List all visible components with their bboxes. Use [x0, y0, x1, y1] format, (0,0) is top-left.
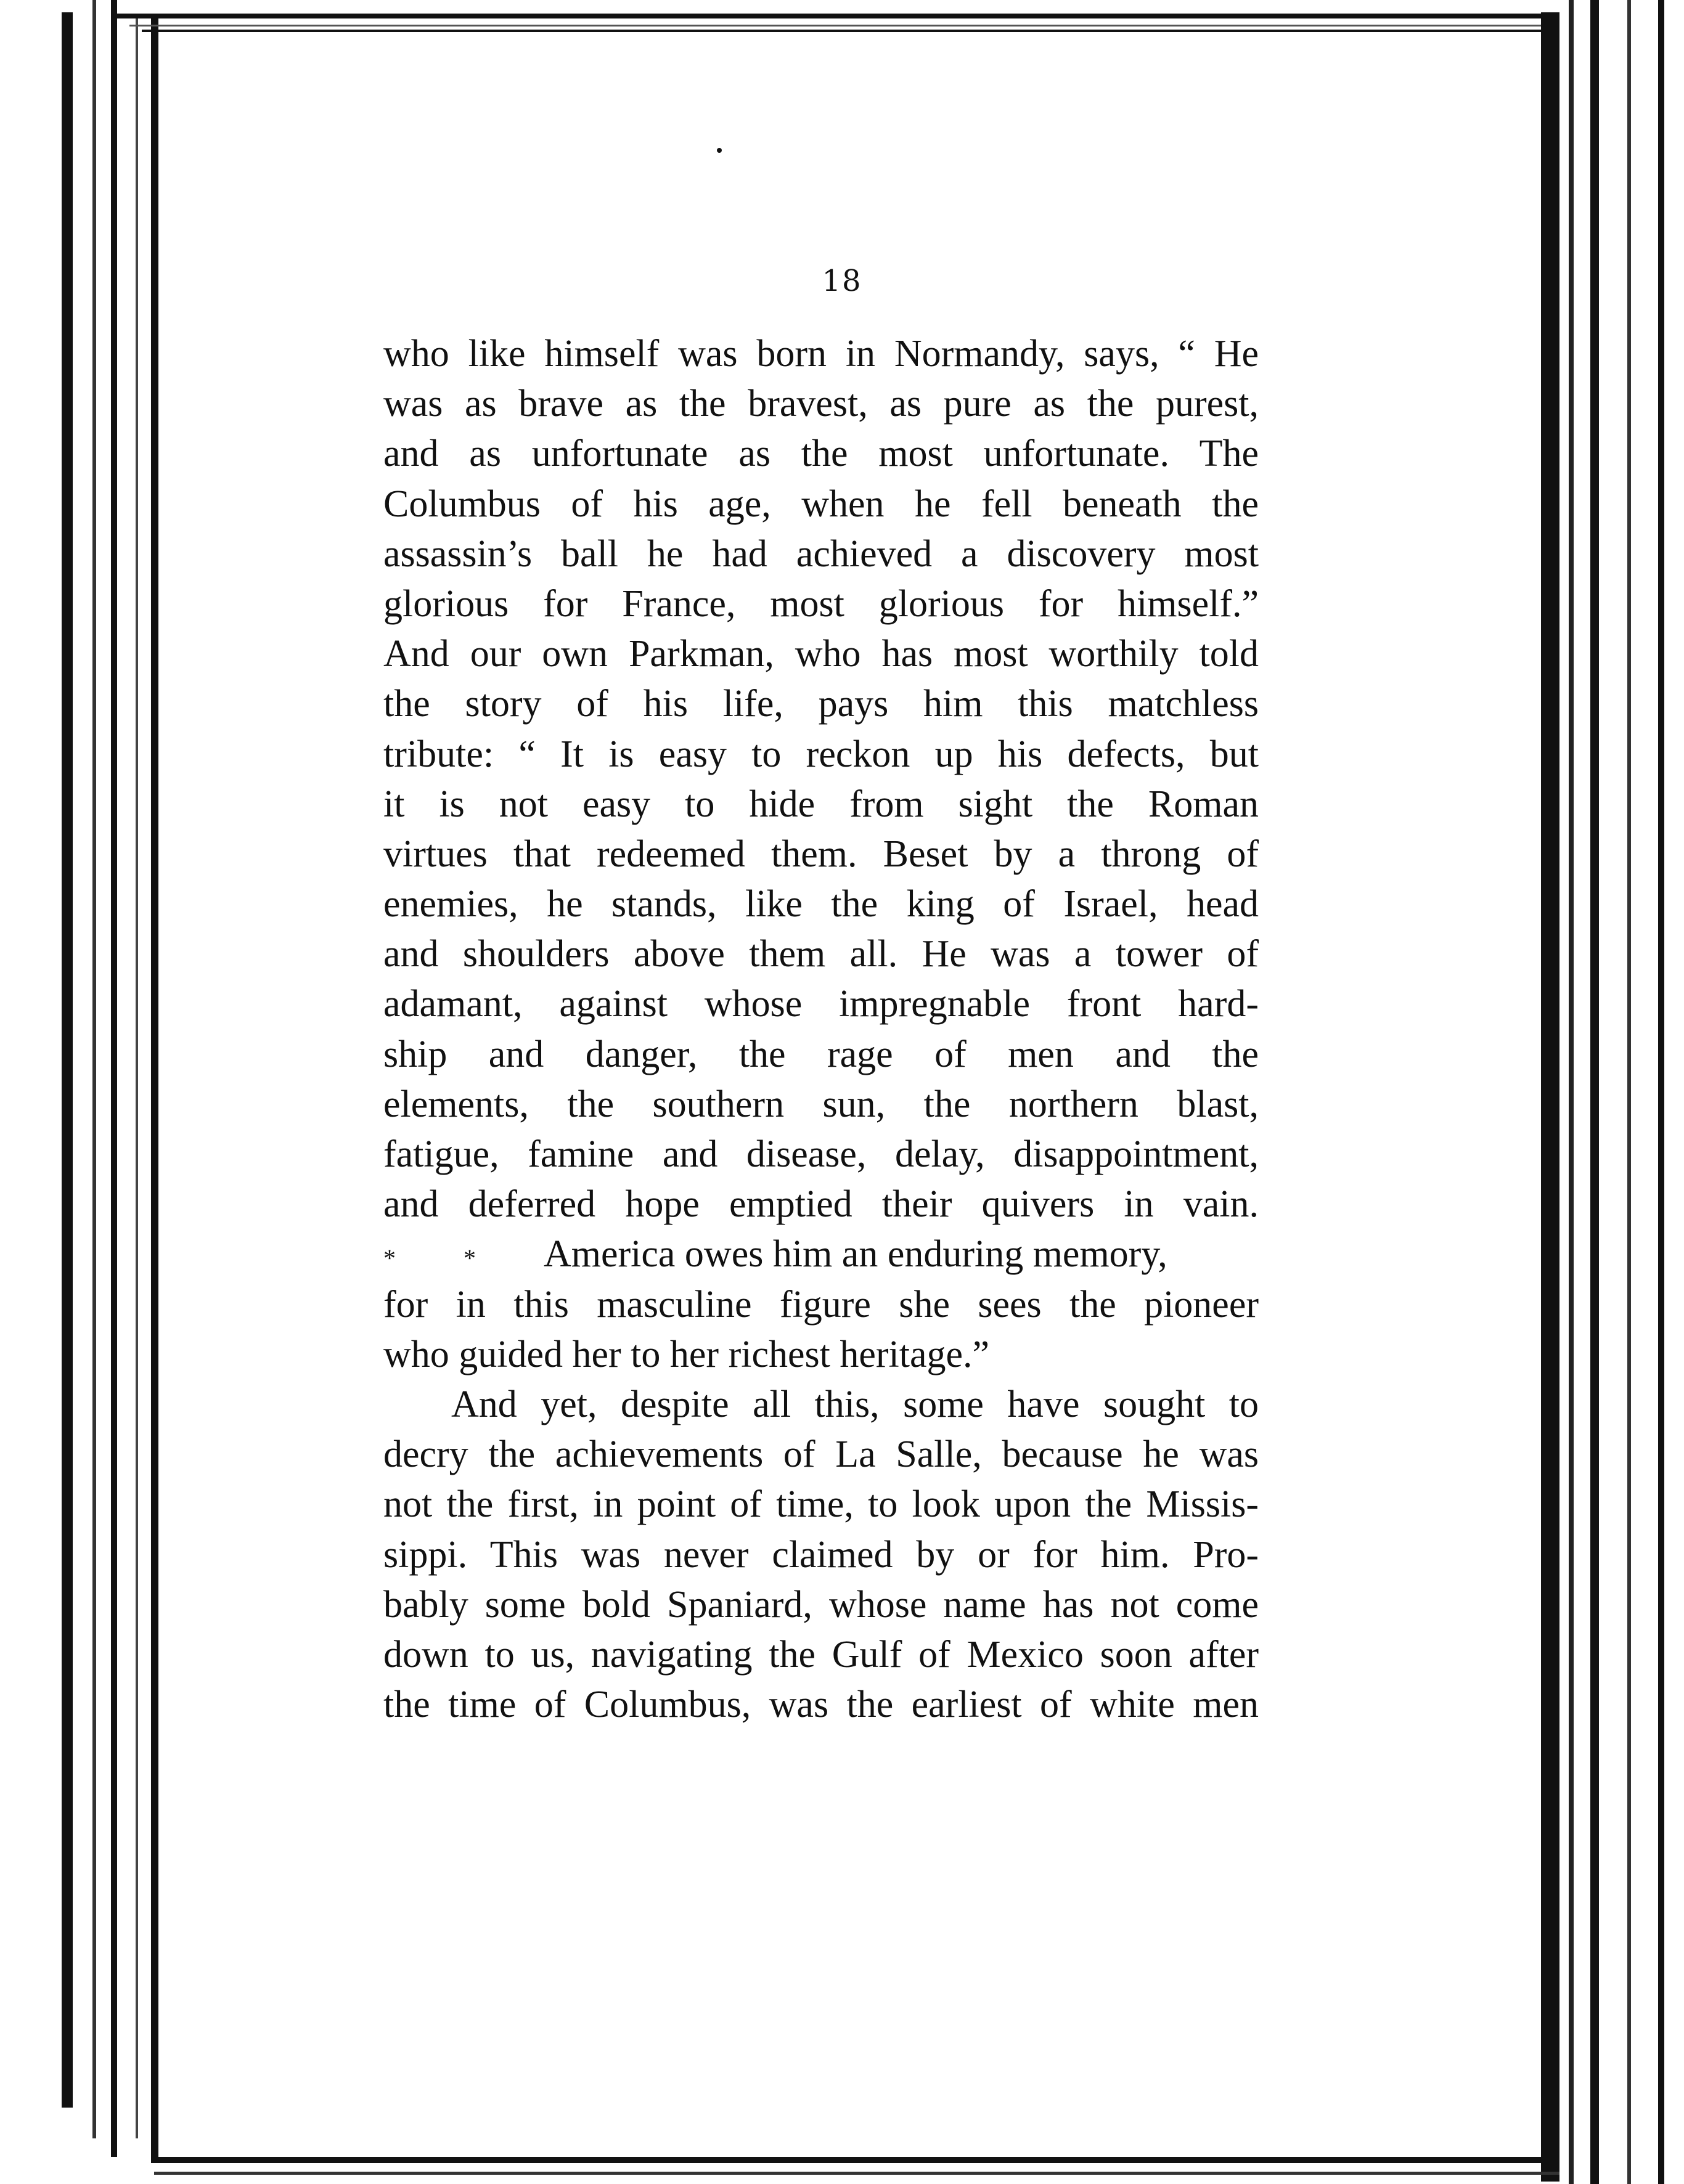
text-line: and deferred hope emptied their quivers in vain. — [383, 1183, 1259, 1226]
text-line: tribute: “ It is easy to reckon up his defects, but — [383, 733, 1259, 775]
binding-edge — [111, 0, 117, 2157]
text-line: down to us, navigating the Gulf of Mexico soon after — [383, 1633, 1259, 1676]
text-line-with-ellipsis — [383, 1229, 1259, 1279]
text-line: sippi. This was never claimed by or for him. Pro- — [383, 1533, 1259, 1576]
text-line: enemies, he stands, like the king of Israel, head — [383, 883, 1259, 926]
text-line: glorious for France, most glorious for himself.” — [383, 582, 1259, 625]
text-line: who like himself was born in Normandy, says, “ He — [383, 333, 1259, 375]
page-top-edge — [142, 30, 1553, 32]
page-bottom-edge — [154, 2172, 1559, 2175]
text-line: assassin’s ball he had achieved a discovery most — [383, 532, 1259, 575]
paragraph-start-line: And yet, despite all this, some have sought to — [451, 1383, 1259, 1425]
page-top-edge — [117, 14, 1553, 18]
text-line: Columbus of his age, when he fell beneath the — [383, 483, 1259, 525]
page-bottom-edge — [154, 2157, 1547, 2163]
binding-edge — [151, 18, 158, 2163]
text-line: for in this masculine figure she sees the pioneer — [383, 1283, 1259, 1326]
text-line: virtues that redeemed them. Beset by a throng of — [383, 833, 1259, 875]
page-right-edge — [1569, 0, 1574, 2184]
text-line: who guided her to her richest heritage.” — [383, 1333, 990, 1375]
ellipsis-mark: * — [464, 1244, 476, 1272]
text-line: and as unfortunate as the most unfortunate. The — [383, 433, 1259, 475]
text-line: the time of Columbus, was the earliest of white men — [383, 1684, 1259, 1726]
text-line: it is not easy to hide from sight the Roman — [383, 783, 1259, 825]
text-line: decry the achievements of La Salle, because he was — [383, 1433, 1259, 1476]
text-line: fatigue, famine and disease, delay, disappointment, — [383, 1133, 1259, 1175]
ink-speck — [717, 148, 722, 153]
body-text — [383, 329, 1259, 1730]
text-line: not the first, in point of time, to look upon the Missis- — [383, 1483, 1259, 1526]
binding-edge — [136, 18, 138, 2138]
text-line: adamant, against whose impregnable front hard- — [383, 983, 1259, 1025]
page-top-edge — [129, 25, 1547, 26]
text-line: was as brave as the bravest, as pure as the purest, — [383, 383, 1259, 425]
page-number: 18 — [822, 264, 862, 298]
page-right-edge — [1658, 0, 1664, 2184]
binding-edge — [62, 12, 73, 2108]
text-line: America owes him an enduring memory, — [544, 1233, 1167, 1276]
page-right-edge — [1590, 0, 1599, 2184]
page-right-edge — [1541, 12, 1559, 2182]
text-line: bably some bold Spaniard, whose name has not come — [383, 1583, 1259, 1626]
text-line: and shoulders above them all. He was a tower of — [383, 933, 1259, 976]
text-line: the story of his life, pays him this matchless — [383, 683, 1259, 725]
ellipsis-mark: * — [383, 1244, 396, 1272]
binding-edge — [92, 0, 96, 2138]
text-line: And our own Parkman, who has most worthily told — [383, 633, 1259, 675]
page-right-edge — [1627, 0, 1631, 2184]
text-line: elements, the southern sun, the northern blast, — [383, 1083, 1259, 1125]
text-line: ship and danger, the rage of men and the — [383, 1033, 1259, 1075]
